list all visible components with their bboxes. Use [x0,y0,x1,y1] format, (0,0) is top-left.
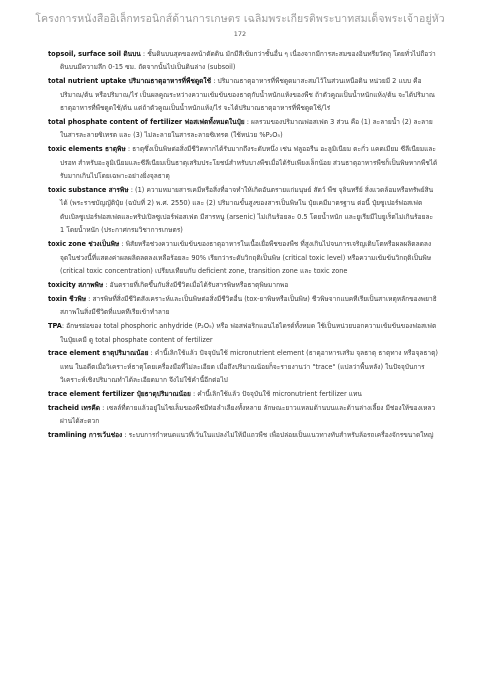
page-number: 172 [233,30,247,38]
entry-term: toxicity สภาพพิษ [48,280,104,289]
glossary-entries [48,48,438,443]
entry-definition: : ระบบการกำหนดแนวที่เว้นในแปลงไม่ให้มีแถวพืช เพื่อปล่อยเป็นแนวทางทับสำหรับล้อรถเครื่องจักรขนาดใหญ่ [122,431,434,440]
glossary-entry [48,388,438,401]
entry-term: toxin ชีวพิษ [48,294,87,303]
entry-definition: : คำนี้เลิกใช้แล้ว ปัจจุบันใช้ micronutrient element (ธาตุอาหารเสริม จุลธาตุ ธาตุทาง หรือจุลธาตุ) แทน ในอดีตเมื่อวิเคราะห์ธาตุโดยเครื่องมือที่ไม่ละเอียด เมื่อถึงปริมาณน้อยก็จะรายงานว่า "trace" (แปลว่าพื้นหลัง) ในปัจจุบันการวิเคราะห์เชิงปริมาณทำได้ละเอียดมาก จึงไม่ใช้คำนี้อีกต่อไป [60,349,438,385]
entry-definition: : (1) ความหมายสารเคมีหรือสิ่งที่อาจทำให้เกิดอันตรายแก่มนุษย์ สัตว์ พืช จุลินทรีย์ สิ่งแวดล้อมหรือทรัพย์สินได้ (พระราชบัญญัติปุ๋ย (ฉบับที่ 2) พ.ศ. 2550) และ (2) ปริมาณขั้นสูงของสารเป็นพิษใน ปุ๋ยเคมีมาตรฐาน ต่อนี้ ปุ๋ยซูเปอร์ฟอสเฟต ดับเบิลซูเปอร์ฟอสเฟตและทริปเปิลซูเปอร์ฟอสเฟต มีสารหนู (arsenic) ไม่เกินร้อยละ 0.5 โดยน้ำหนัก และยูเรียมีไบยูเร็ตไม่เกินร้อยละ 1 โดยน้ำหนัก (ประกาศกรมวิชาการเกษตร) [60,186,434,235]
entry-definition: : ธาตุซึ่งเป็นพิษต่อสิ่งมีชีวิตหากได้รับมากถึงระดับหนึ่ง เช่น ฟลูออรีน อะลูมิเนียม ตะกั่ว แคดเมียม ซีลีเนียมและปรอท สำหรับอะลูมิเนียมและซีลีเนียมเป็นธาตุเสริมประโยชน์สำหรับบางพืชเมื่อได้รับเพียงเล็กน้อย ส่วนธาตุอาหารพืชก็เป็นพิษหากพืชได้รับมากเกินไปโดยเฉพาะอย่างยิ่งจุลธาตุ [60,145,438,181]
entry-definition: : ชั้นดินบนสุดของหน้าตัดดิน มักมีสีเข้มกว่าชั้นอื่น ๆ เนื่องจากมีการสะสมของอินทรียวัตถุ โดยทั่วไปถือว่าดินบนมีความลึก 0-15 ซม. ถัดจากนั้นไปเป็นดินล่าง (subsoil) [60,50,436,72]
glossary-entry [48,48,438,75]
entry-term: topsoil, surface soil ดินบน [48,50,141,58]
entry-term: toxic zone ช่วงเป็นพิษ [48,240,120,249]
glossary-entry [48,347,438,387]
entry-term: tramlining การเว้นช่อง [48,431,123,440]
entry-definition: : อักษรย่อของ total phosphoric anhydride (P₂O₅) หรือ ฟอสฟอริกแอนไฮไดรด์ทั้งหมด ใช้เป็นหน่วยบอกความเข้มข้นของฟอสเฟตในปุ๋ยเคมี ดู total phosphate content of fertilizer [60,322,437,344]
entry-term: trace element fertilizer ปุ๋ยธาตุปริมาณน้อย [48,390,191,399]
entry-definition: : คำนี้เลิกใช้แล้ว ปัจจุบันใช้ micronutrient fertilizer แทน [190,390,362,399]
glossary-entry [48,402,438,429]
entry-definition: : เซลล์ที่ตายแล้วอยู่ในไซเล็มของพืชมีท่อลำเลียงทั้งหลาย ลักษณะยาวแหลมด้านบนและด้านล่างเลี้ยง มีช่องให้ของเหลวผ่านได้สะดวก [60,404,436,426]
entry-definition: : พิสัยหรือช่วงความเข้มข้นของธาตุอาหารในเนื้อเยื่อพืชของพืช ที่สูงเกินไปจนการเจริญเติบโตหรือผลผลิตลดลง จุดในช่วงนี้ที่แสดงค่าผลผลิตลดลงเหลือร้อยละ 90% เรียกว่าระดับวิกฤติเป็นพิษ (critical toxic level) หรือความเข้มข้นวิกฤติเป็นพิษ (critical toxic concentration) เปรียบเทียบกับ deficient zone, transition zone และ toxic zone [60,240,432,275]
glossary-entry [48,75,438,115]
entry-term: total nutrient uptake ปริมาณธาตุอาหารที่พืชดูดใช้ [48,77,212,86]
entry-term: tracheid เทรคีด [48,404,101,413]
glossary-entry [48,320,438,347]
entry-term: toxic substance สารพิษ [48,186,129,195]
glossary-entry [48,116,438,143]
entry-definition: : ผลรวมของปริมาณฟอสเฟต 3 ส่วน คือ (1) ละลายน้ำ (2) ละลายในสารละลายซิเทรต และ (3) ไม่ละลายในสารละลายซิเทรต (ใช้หน่วย %P₂O₅) [60,118,433,140]
entry-term: toxic elements ธาตุพิษ [48,145,126,154]
entry-definition: : ปริมาณธาตุอาหารที่พืชดูดมาสะสมไว้ในส่วนเหนือดิน หน่วยมี 2 แบบ คือ ปริมาณ/ต้น หรือปริมาณ/ไร่ เป็นผลคูณระหว่างความเข้มข้นของธาตุกับน้ำหนักแห้งของพืช ถ้าตัวคูณเป็นน้ำหนักแห้ง/ต้น จะได้ปริมาณธาตุอาหารที่พืชดูดใช้/ต้น แต่ถ้าตัวคูณเป็นน้ำหนักแห้ง/ไร่ จะได้ปริมาณธาตุอาหารที่พืชดูดใช้/ไร่ [60,77,436,113]
glossary-entry [48,143,438,183]
entry-term: trace element ธาตุปริมาณน้อย [48,349,149,358]
glossary-entry [48,184,438,238]
book-series-header: โครงการหนังสืออิเล็กทรอนิกส์ด้านการเกษตร เฉลิมพระเกียรติพระบาทสมเด็จพระเจ้าอยู่หัว [35,13,445,25]
entry-definition: : สารพิษที่สิ่งมีชีวิตสังเคราะห์และเป็นพิษต่อสิ่งมีชีวิตอื่น (tox-ยาพิษหรือเป็นพิษ) ชีวพิษจากแบคทีเรียเป็นสาเหตุหลักของพยาธิสภาพในสิ่งมีชีวิตที่แบคทีเรียเข้าทำลาย [60,294,437,317]
entry-definition: : อันตรายที่เกิดขึ้นกับสิ่งมีชีวิตเมื่อได้รับสารพิษหรือธาตุพิษมากพอ [103,280,289,289]
glossary-entry [48,293,438,320]
glossary-entry [48,238,438,278]
glossary-entry [48,429,438,442]
entry-term: total phosphate content of fertilizer ฟอสเฟตทั้งหมดในปุ๋ย [48,118,245,127]
glossary-entry [48,279,438,292]
entry-term: TPA [48,322,62,331]
